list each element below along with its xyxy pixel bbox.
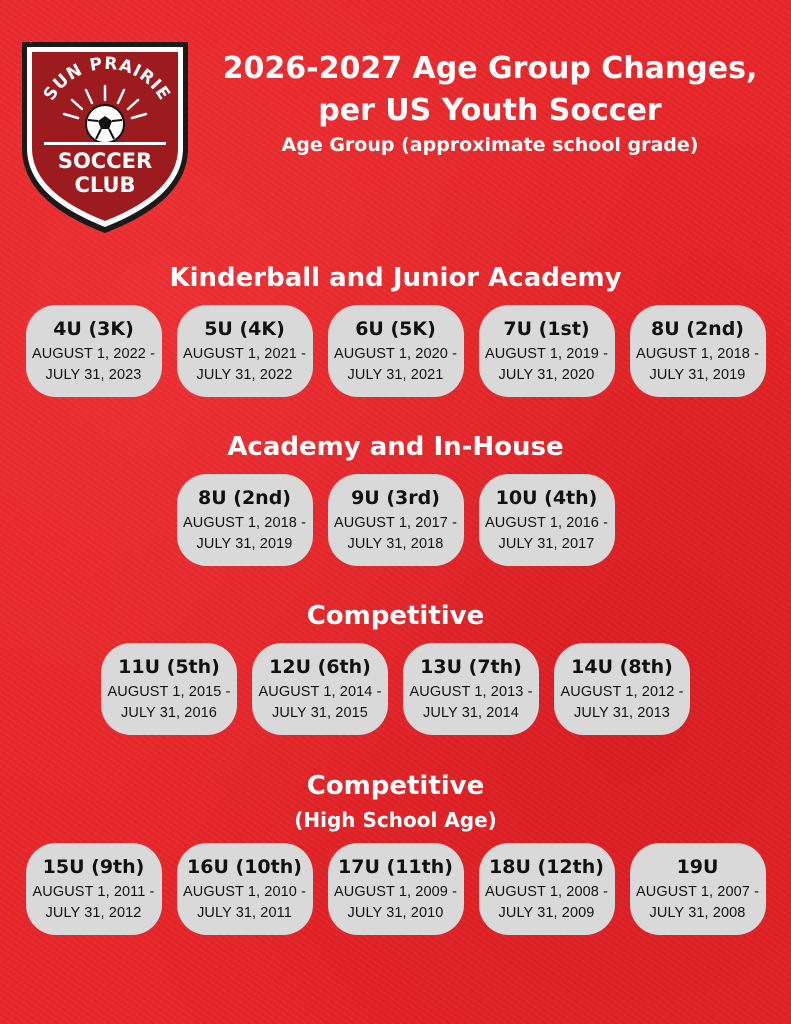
- logo-soccer-text: SOCCER: [57, 149, 153, 173]
- age-label: 8U (2nd): [651, 318, 744, 340]
- age-label: 19U: [676, 856, 719, 878]
- date-to: JULY 31, 2020: [498, 367, 595, 383]
- date-to: JULY 31, 2019: [196, 536, 293, 552]
- date-from: AUGUST 1, 2007 -: [635, 884, 760, 900]
- age-card: [328, 843, 464, 935]
- age-card: [177, 843, 313, 935]
- date-from: AUGUST 1, 2018 -: [182, 515, 307, 531]
- age-card: [479, 305, 615, 397]
- section-title-kinderball: Kinderball and Junior Academy: [169, 263, 622, 293]
- competitive-row: [0, 643, 791, 735]
- date-from: AUGUST 1, 2022 -: [31, 346, 156, 362]
- age-label: 18U (12th): [489, 856, 604, 878]
- age-card: [328, 474, 464, 566]
- section-title-academy: Academy and In-House: [227, 432, 564, 462]
- date-to: JULY 31, 2016: [121, 705, 217, 721]
- age-card: [177, 474, 313, 566]
- age-card: [26, 843, 162, 935]
- date-to: JULY 31, 2008: [649, 905, 746, 921]
- age-label: 12U (6th): [269, 656, 371, 678]
- age-label: 6U (5K): [355, 318, 436, 340]
- section-title-high-school: Competitive: [306, 771, 485, 801]
- date-to: JULY 31, 2017: [498, 536, 595, 552]
- age-card: [328, 305, 464, 397]
- date-to: JULY 31, 2021: [347, 367, 444, 383]
- age-card: [630, 305, 766, 397]
- date-from: AUGUST 1, 2013 -: [409, 684, 533, 700]
- age-card: [252, 643, 388, 735]
- page-subtitle: Age Group (approximate school grade): [281, 134, 699, 156]
- date-to: JULY 31, 2010: [347, 905, 444, 921]
- age-label: 7U (1st): [503, 318, 590, 340]
- logo-top-text: SUN PRAIRIE: [39, 53, 175, 105]
- age-card: [177, 305, 313, 397]
- age-card: [101, 643, 237, 735]
- academy-row: [0, 474, 791, 566]
- date-from: AUGUST 1, 2021 -: [182, 346, 307, 362]
- date-to: JULY 31, 2018: [347, 536, 444, 552]
- age-label: 4U (3K): [53, 318, 134, 340]
- date-from: AUGUST 1, 2009 -: [333, 884, 458, 900]
- age-label: 16U (10th): [187, 856, 302, 878]
- page-title-line1: 2026-2027 Age Group Changes,: [222, 51, 758, 86]
- age-card: [479, 474, 615, 566]
- kinderball-row: [0, 305, 791, 397]
- age-label: 17U (11th): [338, 856, 453, 878]
- age-card: [630, 843, 766, 935]
- high-school-row: [0, 843, 791, 935]
- date-to: JULY 31, 2022: [196, 367, 293, 383]
- date-from: AUGUST 1, 2019 -: [484, 346, 609, 362]
- date-from: AUGUST 1, 2014 -: [258, 684, 382, 700]
- date-from: AUGUST 1, 2018 -: [635, 346, 760, 362]
- page-title-line2: per US Youth Soccer: [318, 93, 662, 128]
- age-card: [26, 305, 162, 397]
- logo-club-text: CLUB: [74, 173, 136, 197]
- date-to: JULY 31, 2012: [45, 905, 142, 921]
- age-label: 8U (2nd): [198, 487, 291, 509]
- date-from: AUGUST 1, 2016 -: [484, 515, 609, 531]
- club-logo: [14, 28, 196, 236]
- age-card: [403, 643, 539, 735]
- date-from: AUGUST 1, 2012 -: [560, 684, 684, 700]
- age-label: 13U (7th): [420, 656, 522, 678]
- age-label: 14U (8th): [571, 656, 673, 678]
- date-from: AUGUST 1, 2020 -: [333, 346, 458, 362]
- age-label: 9U (3rd): [351, 487, 440, 509]
- date-to: JULY 31, 2023: [45, 367, 142, 383]
- date-to: JULY 31, 2009: [498, 905, 595, 921]
- age-label: 11U (5th): [118, 656, 220, 678]
- age-label: 15U (9th): [42, 856, 145, 878]
- date-to: JULY 31, 2015: [272, 705, 368, 721]
- age-card: [479, 843, 615, 935]
- age-card: [554, 643, 690, 735]
- date-from: AUGUST 1, 2015 -: [107, 684, 231, 700]
- date-from: AUGUST 1, 2010 -: [182, 884, 307, 900]
- age-label: 5U (4K): [204, 318, 285, 340]
- date-from: AUGUST 1, 2011 -: [32, 884, 155, 900]
- date-to: JULY 31, 2011: [197, 905, 292, 921]
- section-subtitle-high-school: (High School Age): [294, 808, 497, 832]
- date-from: AUGUST 1, 2017 -: [333, 515, 458, 531]
- section-title-competitive: Competitive: [306, 601, 485, 631]
- date-to: JULY 31, 2013: [574, 705, 670, 721]
- age-label: 10U (4th): [495, 487, 598, 509]
- date-from: AUGUST 1, 2008 -: [484, 884, 609, 900]
- date-to: JULY 31, 2014: [423, 705, 519, 721]
- date-to: JULY 31, 2019: [649, 367, 746, 383]
